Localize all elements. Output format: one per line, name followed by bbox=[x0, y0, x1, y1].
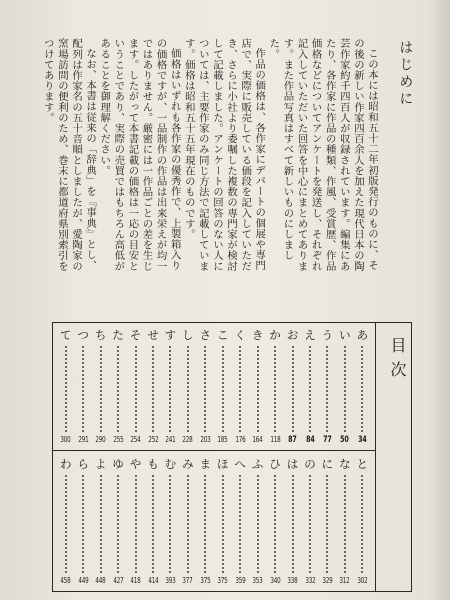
toc-block-top bbox=[53, 323, 375, 450]
toc-dot-leader bbox=[309, 345, 311, 432]
toc-entry[interactable] bbox=[92, 452, 110, 591]
toc-entry-kana: む bbox=[164, 457, 177, 471]
toc-entry[interactable] bbox=[284, 323, 302, 450]
preface-text bbox=[41, 38, 379, 276]
toc-dot-leader bbox=[135, 474, 137, 573]
toc-entry[interactable] bbox=[249, 323, 267, 450]
preface-paragraph: なお、本書は従来の「辞典」を『事典』とし、配列は作家名の五十音順としましたが、愛陶家の窯場訪問の便利のため、巻末に都道府県別索引をつけてあります。 bbox=[41, 38, 97, 272]
toc-dot-leader bbox=[344, 345, 346, 432]
toc-entry[interactable] bbox=[109, 452, 127, 591]
toc-dot-leader bbox=[274, 474, 276, 573]
toc-entry-kana: ま bbox=[199, 457, 212, 471]
toc-entry[interactable] bbox=[74, 452, 92, 591]
toc-entry[interactable] bbox=[57, 452, 75, 591]
toc-dot-leader bbox=[135, 345, 137, 432]
toc-entry-kana: ほ bbox=[216, 457, 229, 471]
toc-dot-leader bbox=[82, 474, 84, 573]
toc-entry[interactable] bbox=[284, 452, 302, 591]
toc-entry[interactable] bbox=[301, 323, 319, 450]
toc-entry[interactable] bbox=[127, 452, 145, 591]
toc-dot-leader bbox=[344, 474, 346, 573]
toc-title-cell bbox=[375, 323, 411, 591]
toc-entry-kana: の bbox=[304, 457, 316, 471]
toc-entry-page: 203 bbox=[200, 435, 211, 444]
toc-entry-page: 34 bbox=[358, 435, 367, 445]
toc-dot-leader bbox=[361, 345, 363, 432]
toc-entry[interactable] bbox=[127, 323, 145, 450]
toc-dot-leader bbox=[117, 474, 119, 573]
toc-dot-leader bbox=[152, 474, 154, 573]
toc-dot-leader bbox=[100, 474, 102, 573]
toc-entry[interactable] bbox=[336, 452, 354, 591]
toc-divider bbox=[53, 450, 375, 451]
toc-entry-page: 164 bbox=[252, 435, 263, 444]
toc-entry[interactable] bbox=[144, 452, 162, 591]
preface-paragraph: この本には昭和五十二年初版発行のものに、その後の新しい作家四百余人を加えた現代日本の陶芸作家約千四百人が収録されています。編集にあたり、各作家に作品の種類、作風、受賞歴、作品価格などについてアンケートを発送し、それぞれ記入していただいた回答を中心にまとめてあります。また作品写真はすべて新しいものにしました。 bbox=[267, 38, 378, 272]
toc-entry[interactable] bbox=[266, 323, 284, 450]
toc-entry-kana: ち bbox=[94, 328, 107, 342]
toc-dot-leader bbox=[292, 474, 294, 573]
toc-entry[interactable] bbox=[161, 452, 179, 591]
toc-dot-leader bbox=[239, 474, 241, 573]
toc-entry-kana: と bbox=[356, 457, 369, 471]
toc-entry[interactable] bbox=[214, 323, 232, 450]
toc-entry-kana: な bbox=[339, 457, 351, 471]
toc-entry-page: 338 bbox=[287, 576, 298, 585]
toc-entry-page: 393 bbox=[165, 576, 176, 585]
toc-entry[interactable] bbox=[353, 323, 371, 450]
toc-entry[interactable] bbox=[179, 323, 197, 450]
toc-entry-kana: も bbox=[147, 457, 159, 471]
toc-dot-leader bbox=[152, 345, 154, 432]
toc-entry[interactable] bbox=[318, 323, 336, 450]
toc-entry[interactable] bbox=[266, 452, 284, 591]
toc-entry-page: 300 bbox=[60, 435, 71, 444]
toc-entry-kana: あ bbox=[356, 328, 369, 342]
toc-entry-kana: や bbox=[129, 457, 142, 471]
page-gutter-shadow bbox=[428, 0, 450, 600]
toc-entry-page: 84 bbox=[305, 435, 315, 445]
toc-entry-page: 414 bbox=[147, 576, 158, 585]
toc-dot-leader bbox=[187, 474, 189, 573]
toc-dot-leader bbox=[82, 345, 84, 432]
toc-entry-page: 427 bbox=[113, 576, 124, 585]
toc-entry-kana: そ bbox=[129, 328, 142, 342]
preface-paragraph: 作品の価格は、各作家にデパートの個展や専門店で、実際に販売している価段を記入していただき、さらに小社より委嘱した複数の専門家が検討して記載しました。アンケートの回答のない人については、主要作家のみ同じ方法で記載しています。価格は昭和五十五年現在のものです。 bbox=[182, 38, 266, 272]
toc-entry-kana: き bbox=[251, 328, 264, 342]
toc-dot-leader bbox=[117, 345, 119, 432]
preface-paragraph: 価格はいずれも各作家の優秀作で、上製箱入りの価格ですが、一品制作の作品は出来栄えが均一ではありません。厳密には一作品ごとの差を生じます。したがって本書記載の価格は一応の目安ということであり、実際の売買ではもちろん高低があることを御理解ください。 bbox=[98, 38, 181, 272]
toc-entry-page: 118 bbox=[270, 435, 281, 444]
toc-entry-page: 340 bbox=[270, 576, 281, 585]
toc-entry-kana: よ bbox=[94, 457, 107, 471]
toc-entry-page: 241 bbox=[165, 435, 176, 444]
toc-entry[interactable] bbox=[249, 452, 267, 591]
table-of-contents bbox=[52, 322, 412, 592]
toc-entry-page: 255 bbox=[113, 435, 124, 444]
toc-entry-page: 353 bbox=[252, 576, 263, 585]
toc-entry[interactable] bbox=[109, 323, 127, 450]
toc-entry-kana: て bbox=[59, 328, 72, 342]
preface-heading: はじめに bbox=[397, 40, 414, 108]
toc-dot-leader bbox=[222, 345, 224, 432]
toc-entry-page: 375 bbox=[200, 576, 211, 585]
toc-entry-kana: い bbox=[339, 328, 351, 342]
toc-entry[interactable] bbox=[74, 323, 92, 450]
toc-entry[interactable] bbox=[196, 323, 214, 450]
toc-entry-kana: ふ bbox=[251, 457, 264, 471]
toc-entry[interactable] bbox=[353, 452, 371, 591]
toc-dot-leader bbox=[169, 345, 171, 432]
toc-entry[interactable] bbox=[179, 452, 197, 591]
toc-entry[interactable] bbox=[336, 323, 354, 450]
toc-entry-page: 377 bbox=[182, 576, 193, 585]
toc-dot-leader bbox=[309, 474, 311, 573]
toc-block-bottom bbox=[53, 452, 375, 591]
toc-entry-kana: こ bbox=[216, 328, 229, 342]
toc-entry-kana: お bbox=[286, 328, 299, 342]
toc-dot-leader bbox=[257, 474, 259, 573]
toc-dot-leader bbox=[204, 474, 206, 573]
toc-entry-kana: わ bbox=[59, 457, 72, 471]
toc-entry[interactable] bbox=[231, 323, 249, 450]
toc-entry-kana: へ bbox=[234, 457, 246, 471]
toc-dot-leader bbox=[326, 474, 328, 573]
toc-entry-kana: さ bbox=[199, 328, 212, 342]
toc-dot-leader bbox=[326, 345, 328, 432]
toc-entry-page: 77 bbox=[323, 435, 332, 445]
toc-dot-leader bbox=[100, 345, 102, 432]
toc-entry-page: 359 bbox=[235, 576, 246, 585]
toc-entry-page: 50 bbox=[340, 435, 349, 445]
toc-entry-page: 302 bbox=[357, 576, 368, 585]
toc-dot-leader bbox=[65, 474, 67, 573]
toc-dot-leader bbox=[239, 345, 241, 432]
toc-entry-kana: す bbox=[164, 328, 177, 342]
toc-entry[interactable] bbox=[214, 452, 232, 591]
toc-entry-page: 176 bbox=[235, 435, 246, 444]
toc-dot-leader bbox=[274, 345, 276, 432]
toc-entry-page: 449 bbox=[78, 576, 89, 585]
toc-entry-kana: は bbox=[286, 457, 299, 471]
toc-dot-leader bbox=[169, 474, 171, 573]
toc-title: 目次 bbox=[388, 337, 407, 385]
toc-dot-leader bbox=[257, 345, 259, 432]
toc-entry-page: 448 bbox=[95, 576, 106, 585]
toc-dot-leader bbox=[292, 345, 294, 432]
toc-entry-kana: し bbox=[182, 328, 194, 342]
toc-entry-page: 332 bbox=[304, 576, 315, 585]
toc-entry-page: 252 bbox=[147, 435, 158, 444]
toc-entry-page: 254 bbox=[130, 435, 141, 444]
toc-entry[interactable] bbox=[231, 452, 249, 591]
toc-entry-kana: う bbox=[321, 328, 334, 342]
toc-entry[interactable] bbox=[57, 323, 75, 450]
toc-entry[interactable] bbox=[196, 452, 214, 591]
toc-entry[interactable] bbox=[92, 323, 110, 450]
toc-entry-kana: た bbox=[112, 328, 124, 342]
toc-entry[interactable] bbox=[318, 452, 336, 591]
toc-entry-kana: せ bbox=[147, 328, 159, 342]
toc-entry-page: 228 bbox=[182, 435, 193, 444]
toc-entry-kana: か bbox=[269, 328, 281, 342]
toc-entry-page: 87 bbox=[288, 435, 297, 445]
toc-entry-kana: え bbox=[304, 328, 316, 342]
toc-entry[interactable] bbox=[161, 323, 179, 450]
toc-dot-leader bbox=[187, 345, 189, 432]
toc-entry-page: 185 bbox=[217, 435, 228, 444]
toc-entry-kana: ゆ bbox=[112, 457, 124, 471]
toc-entry-kana: く bbox=[234, 328, 246, 342]
toc-entry-page: 291 bbox=[78, 435, 89, 444]
toc-entry-page: 312 bbox=[339, 576, 350, 585]
toc-entry-page: 418 bbox=[130, 576, 141, 585]
toc-entry-kana: に bbox=[321, 457, 334, 471]
toc-entry-page: 375 bbox=[217, 576, 228, 585]
toc-entry-page: 290 bbox=[95, 435, 106, 444]
toc-dot-leader bbox=[65, 345, 67, 432]
toc-entry-kana: つ bbox=[77, 328, 89, 342]
toc-entry-kana: ら bbox=[77, 457, 89, 471]
toc-entry-kana: み bbox=[182, 457, 194, 471]
toc-entry-page: 329 bbox=[322, 576, 333, 585]
toc-entry-page: 458 bbox=[60, 576, 71, 585]
toc-dot-leader bbox=[361, 474, 363, 573]
toc-dot-leader bbox=[222, 474, 224, 573]
toc-entry[interactable] bbox=[301, 452, 319, 591]
toc-entry-kana: ひ bbox=[269, 457, 281, 471]
toc-entry[interactable] bbox=[144, 323, 162, 450]
toc-dot-leader bbox=[204, 345, 206, 432]
